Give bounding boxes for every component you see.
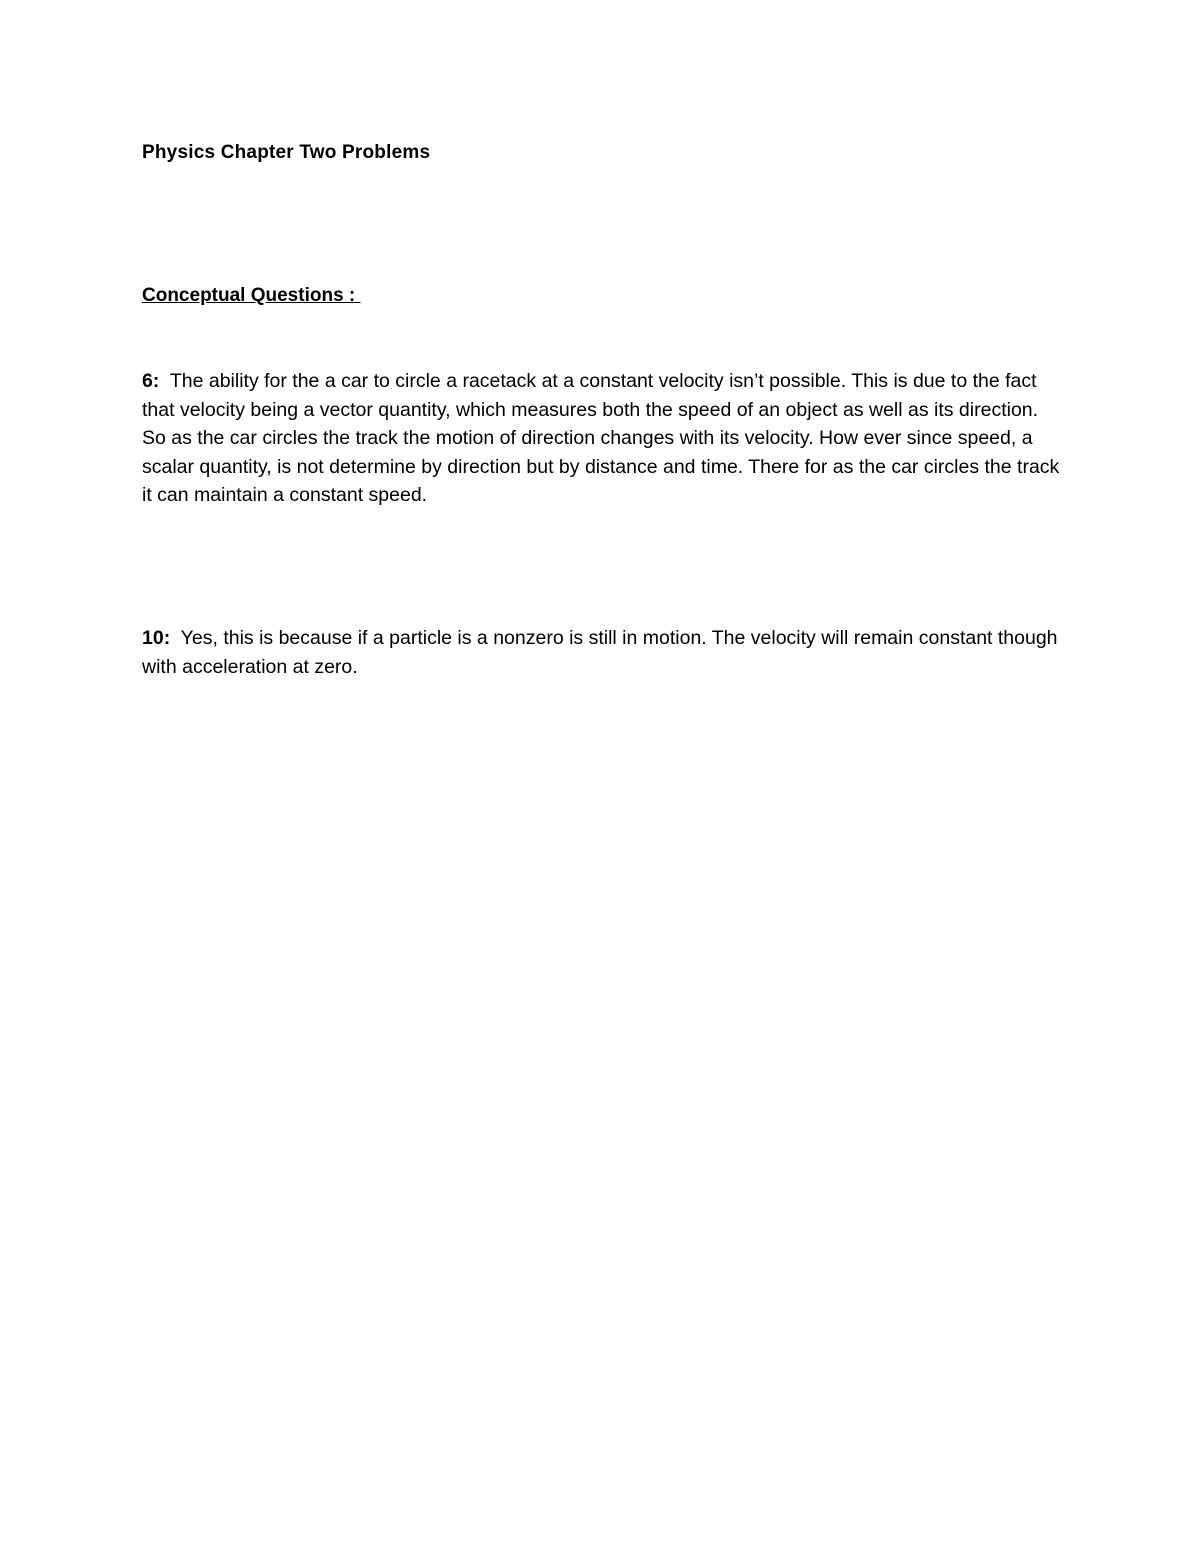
answer-number: 6: [142,370,160,392]
answer-6 [142,367,1062,510]
page-title: Physics Chapter Two Problems [142,142,431,163]
answer-number: 10: [142,627,171,649]
answer-text: The ability for the a car to circle a racetack at a constant velocity isn’t possible. This is due to the fact that velocity being a vector quantity, which measures both the speed of an object as well as its direction. So as the car circles the track the motion of direction changes with its velocity. How ever since speed, a scalar quantity, is not determine by direction but by distance and time. There for as the car circles the track it can maintain a constant speed. [142,370,1060,507]
answer-10 [142,624,1062,681]
section-heading-conceptual-questions: Conceptual Questions : [142,285,361,306]
answer-text: Yes, this is because if a particle is a nonzero is still in motion. The velocity will remain constant though with acceleration at zero. [142,627,1058,678]
